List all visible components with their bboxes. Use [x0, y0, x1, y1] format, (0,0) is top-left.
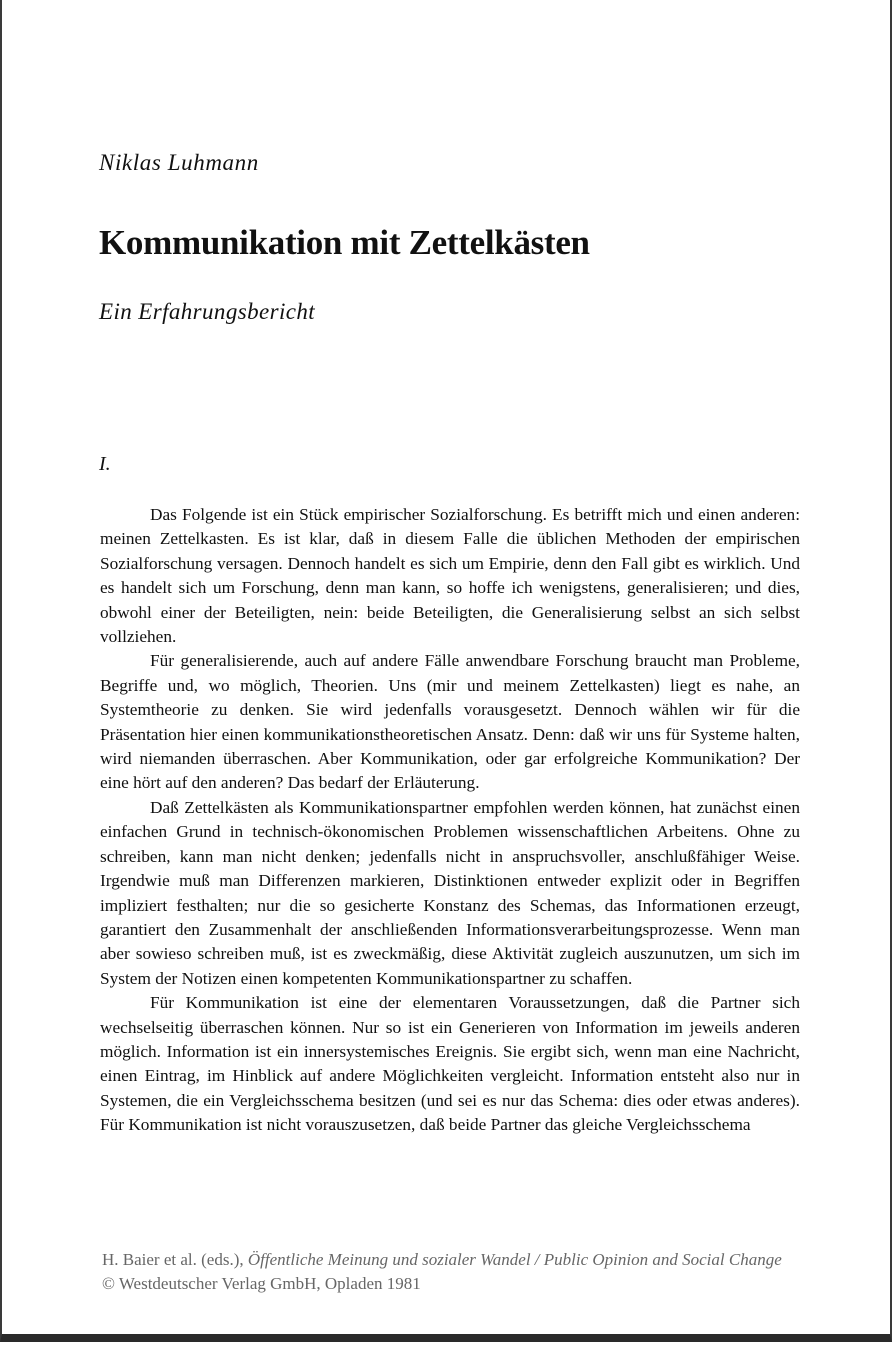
paragraph: Für generalisierende, auch auf andere Fälle anwendbare Forschung braucht man Probleme, Begriffe und, wo möglich, Theorien. Uns (mir und meinem Zettelkasten) liegt es nahe, an Systemtheorie zu denken. Sie wird jedenfalls vorausgesetzt. Dennoch wählen wir für die Präsentation hier einen kommunikationstheoretischen Ansatz. Denn: daß wir uns für Systeme halten, wird niemanden überraschen. Aber Kommunikation, oder gar erfolgreiche Kommunikation? Der eine hört auf den anderen? Das bedarf der Erläuterung.	[100, 651, 800, 793]
body-text	[100, 503, 800, 1138]
paragraph: Für Kommunikation ist eine der elementaren Voraussetzungen, daß die Partner sich wechselseitig überraschen können. Nur so ist ein Generieren von Information im jeweils anderen möglich. Information ist ein innersystemisches Ereignis. Sie ergibt sich, wenn man eine Nachricht, einen Eintrag, im Hinblick auf andere Möglichkeiten vergleicht. Information entsteht also nur in Systemen, die ein Vergleichsschema besitzen (und sei es nur das Schema: dies oder etwas anderes). Für Kommunikation ist nicht vorauszusetzen, daß beide Partner das gleiche Vergleichsschema	[100, 993, 800, 1135]
paragraph: Daß Zettelkästen als Kommunikationspartner empfohlen werden können, hat zunächst einen einfachen Grund in technisch-ökonomischen Problemen wissenschaftlichen Arbeitens. Ohne zu schreiben, kann man nicht denken; jedenfalls nicht in anspruchsvoller, anschlußfähiger Weise. Irgendwie muß man Differenzen markieren, Distinktionen entweder explizit oder in Begriffen impliziert festhalten; nur die so gesicherte Konstanz des Schemas, das Informationen erzeugt, garantiert den Zusammenhalt der anschließenden Informationsverarbeitungsprozesse. Wenn man aber sowieso schreiben muß, ist es zweckmäßig, diese Aktivität zugleich auszunutzen, um sich im System der Notizen einen kompetenten Kommunikationspartner zu schaffen.	[100, 797, 800, 988]
copyright-line: © Westdeutscher Verlag GmbH, Opladen 1981	[102, 1274, 421, 1293]
citation-footer	[102, 1248, 822, 1296]
section-number: I.	[99, 453, 111, 475]
author-name: Niklas Luhmann	[99, 150, 259, 175]
citation-book-title: Öffentliche Meinung und sozialer Wandel / Public Opinion and Social Change	[247, 1250, 782, 1269]
article-title: Kommunikation mit Zettelkästen	[99, 223, 590, 262]
paragraph: Das Folgende ist ein Stück empirischer Sozialforschung. Es betrifft mich und einen anderen: meinen Zettelkasten. Es ist klar, daß in diesem Falle die üblichen Methoden der empirischen Sozialforschung versagen. Dennoch handelt es sich um Empirie, denn den Fall gibt es wirklich. Und es handelt sich um Forschung, denn man kann, so hoffe ich wenigstens, generalisieren; und dies, obwohl einer der Beteiligten, nein: beide Beteiligten, die Generalisierung selbst an sich selbst vollziehen.	[100, 505, 800, 647]
article-subtitle: Ein Erfahrungsbericht	[99, 299, 316, 324]
citation-line	[102, 1248, 822, 1272]
citation-editors: H. Baier et al. (eds.),	[102, 1250, 244, 1269]
